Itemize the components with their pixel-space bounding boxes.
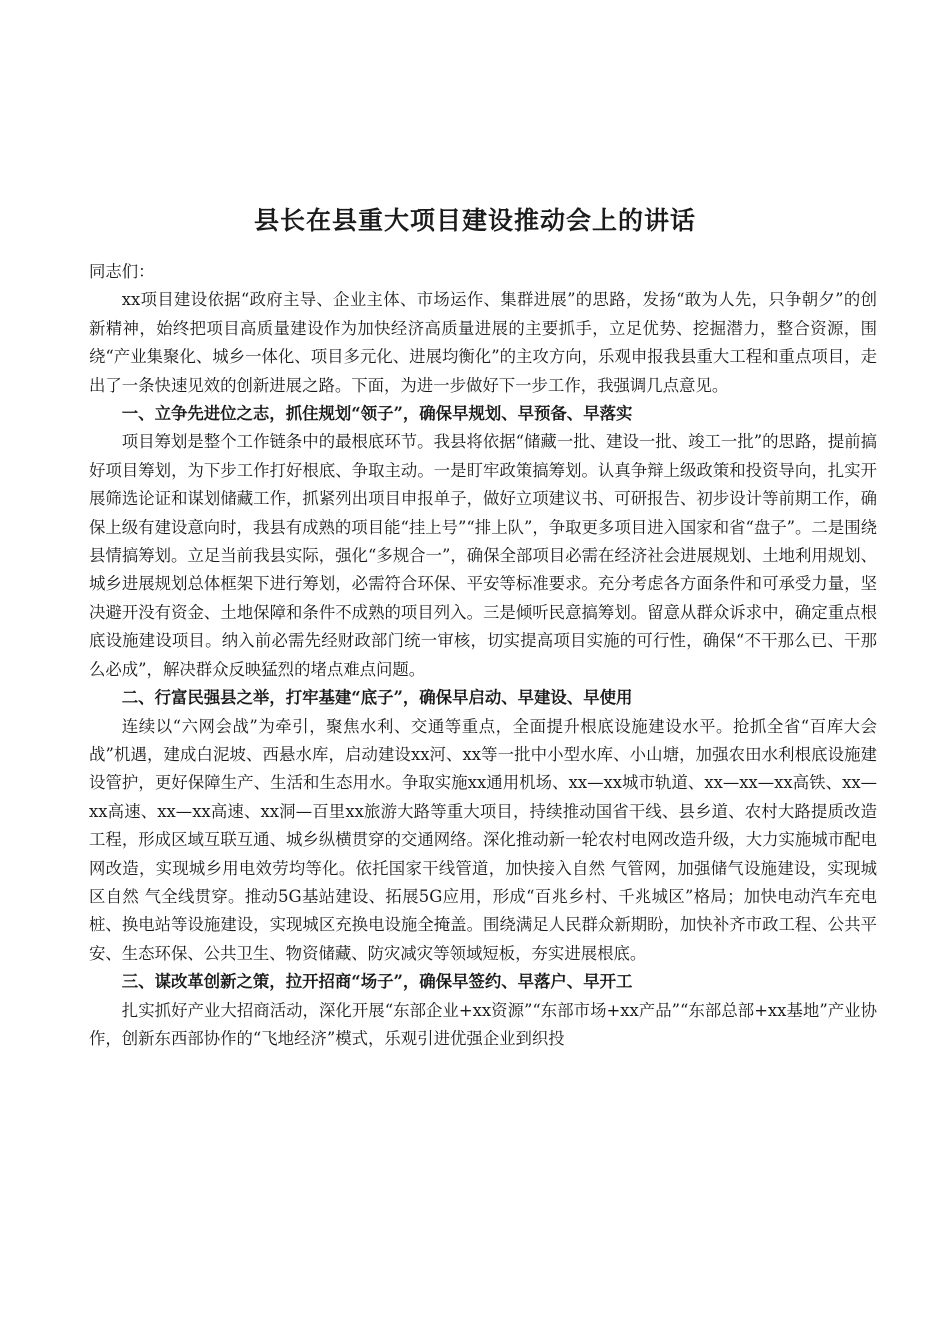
- section-2-heading: 二、行富民强县之举，打牢基建“底子”，确保早启动、早建设、早使用: [121, 688, 633, 708]
- document-title: 县长在县重大项目建设推动会上的讲话: [253, 206, 696, 235]
- document-body: [89, 258, 877, 1053]
- section-1-paragraph: 项目筹划是整个工作链条中的最根底环节。我县将依据“储藏一批、建设一批、竣工一批”的思路，提前搞好项目筹划，为下步工作打好根底、争取主动。一是盯牢政策搞筹划。认真争辩上级政策和投资导向，扎实开展筛选论证和谋划储藏工作，抓紧列出项目申报单子，做好立项建议书、可研报告、初步设计等前期工作，确保上级有建设意向时，我县有成熟的项目能“挂上号”“排上队”，争取更多项目进入国家和省“盘子”。二是围绕县情搞筹划。立足当前我县实际，强化“多规合一”，确保全部项目必需在经济社会进展规划、土地利用规划、城乡进展规划总体框架下进行筹划，必需符合环保、平安等标准要求。充分考虑各方面条件和可承受力量，坚决避开没有资金、土地保障和条件不成熟的项目列入。三是倾听民意搞筹划。留意从群众诉求中，确定重点根底设施建设项目。纳入前必需先经财政部门统一审核，切实提高项目实施的可行性，确保“不干那么已、干那么必成”，解决群众反映猛烈的堵点难点问题。: [89, 432, 877, 679]
- salutation: 同志们：: [89, 262, 155, 281]
- section-2-paragraph: 连续以“六网会战”为牵引，聚焦水利、交通等重点，全面提升根底设施建设水平。抢抓全省“百库大会战”机遇，建成白泥坡、西悬水库，启动建设xx河、xx等一批中小型水库、小山塘，加强农田水利根底设施建设管护，更好保障生产、生活和生态用水。争取实施xx通用机场、xx—xx城市轨道、xx—xx—xx高铁、xx—xx高速、xx—xx高速、xx洞—百里xx旅游大路等重大项目，持续推动国省干线、县乡道、农村大路提质改造工程，形成区域互联互通、城乡纵横贯穿的交通网络。深化推动新一轮农村电网改造升级，大力实施城市配电网改造，实现城乡用电效劳均等化。依托国家干线管道，加快接入自然 气管网，加强储气设施建设，实现城区自然 气全线贯穿。推动5G基站建设、拓展5G应用，形成“百兆乡村、千兆城区”格局；加快电动汽车充电桩、换电站等设施建设，实现城区充换电设施全掩盖。围绕满足人民群众新期盼，加快补齐市政工程、公共平安、生态环保、公共卫生、物资储藏、防灾减灾等领域短板，夯实进展根底。: [89, 716, 877, 963]
- intro-paragraph: xx项目建设依据“政府主导、企业主体、市场运作、集群进展”的思路，发扬“敢为人先，只争朝夕”的创新精神，始终把项目高质量建设作为加快经济高质量进展的主要抓手，立足优势、挖掘潜力，整合资源，围绕“产业集聚化、城乡一体化、项目多元化、进展均衡化”的主攻方向，乐观申报我县重大工程和重点项目，走出了一条快速见效的创新进展之路。下面，为进一步做好下一步工作，我强调几点意见。: [89, 290, 877, 395]
- section-3-paragraph: 扎实抓好产业大招商活动，深化开展“东部企业+xx资源”“东部市场+xx产品”“东部总部+xx基地”产业协作，创新东西部协作的“飞地经济”模式，乐观引进优强企业到织投: [89, 1000, 877, 1048]
- section-3-heading: 三、谋改革创新之策，拉开招商“场子”，确保早签约、早落户、早开工: [121, 972, 633, 992]
- section-1-heading: 一、立争先进位之志，抓住规划“领子”，确保早规划、早预备、早落实: [121, 404, 633, 424]
